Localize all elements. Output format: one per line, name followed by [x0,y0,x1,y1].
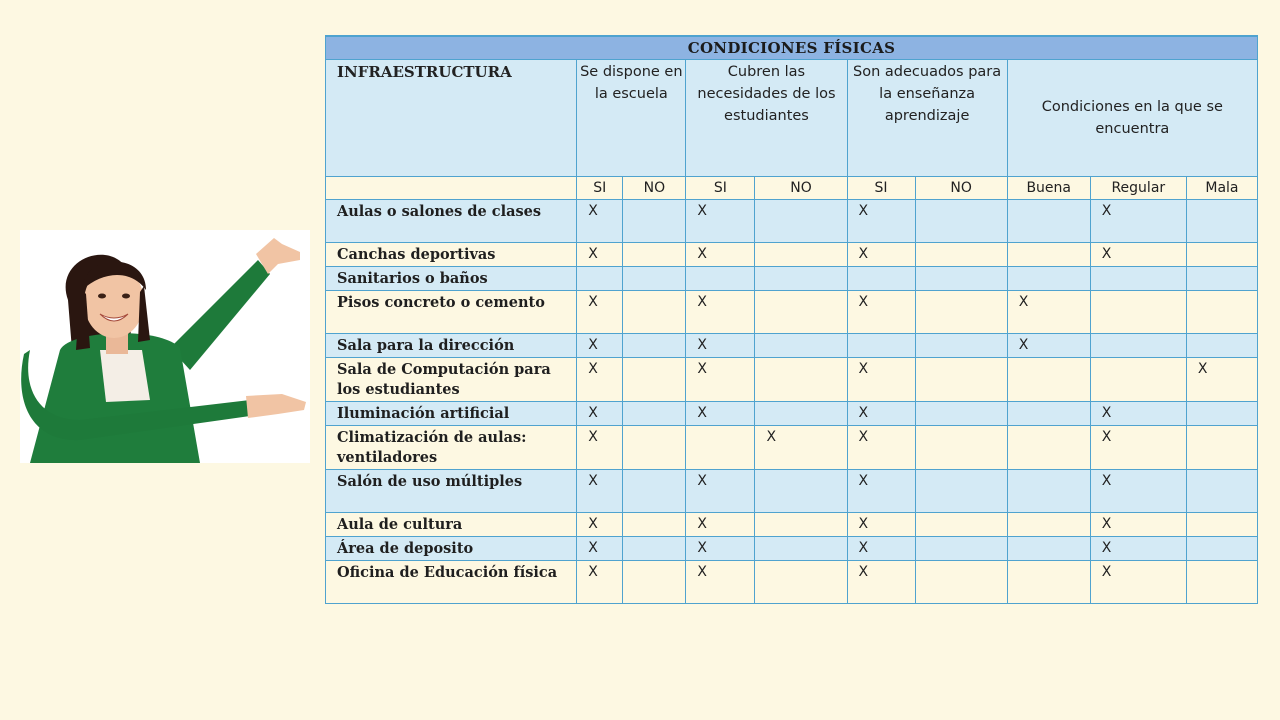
mark-cell [1186,291,1257,334]
row-label: Iluminación artificial [326,402,577,426]
mark-cell: X [577,243,623,267]
mark-cell [623,358,686,402]
mark-cell: X [1090,470,1186,513]
mark-cell [1186,200,1257,243]
mark-cell [623,243,686,267]
mark-cell [1007,267,1090,291]
subheader-cell: SI [847,177,915,200]
mark-cell: X [686,243,755,267]
row-label: Canchas deportivas [326,243,577,267]
group-header-available: Se dispone en la escuela [577,60,686,177]
mark-cell: X [1090,200,1186,243]
group-header-condition: Condiciones en la que se encuentra [1007,60,1257,177]
mark-cell: X [755,426,847,470]
mark-cell [623,470,686,513]
physical-conditions-table [325,35,1258,604]
mark-cell [915,426,1007,470]
mark-cell: X [1090,243,1186,267]
mark-cell [1090,291,1186,334]
row-label: Sanitarios o baños [326,267,577,291]
mark-cell [623,402,686,426]
row-label: Área de deposito [326,537,577,561]
table-row [326,402,1258,426]
table-row [326,291,1258,334]
mark-cell [577,267,623,291]
mark-cell [1007,561,1090,604]
row-label: Sala para la dirección [326,334,577,358]
row-label: Climatización de aulas: ventiladores [326,426,577,470]
mark-cell: X [1007,291,1090,334]
subheader-cell: NO [915,177,1007,200]
mark-cell [1007,200,1090,243]
mark-cell: X [1090,402,1186,426]
mark-cell: X [577,426,623,470]
subheader-row [326,177,1258,200]
table-row [326,561,1258,604]
mark-cell [1007,402,1090,426]
mark-cell [1186,537,1257,561]
table-row [326,470,1258,513]
table-row [326,426,1258,470]
subheader-cell: SI [686,177,755,200]
mark-cell [915,513,1007,537]
table-row [326,358,1258,402]
mark-cell: X [686,513,755,537]
subheader-blank [326,177,577,200]
subheader-cell: NO [623,177,686,200]
mark-cell [686,267,755,291]
mark-cell [1007,243,1090,267]
mark-cell: X [847,358,915,402]
mark-cell [915,334,1007,358]
mark-cell [1007,426,1090,470]
mark-cell [623,291,686,334]
table-row [326,334,1258,358]
mark-cell: X [847,513,915,537]
mark-cell [755,561,847,604]
mark-cell: X [847,291,915,334]
mark-cell: X [847,561,915,604]
mark-cell: X [1090,537,1186,561]
mark-cell: X [577,334,623,358]
subheader-cell: SI [577,177,623,200]
row-label: Pisos concreto o cemento [326,291,577,334]
mark-cell: X [847,243,915,267]
mark-cell [915,243,1007,267]
group-header-needs: Cubren las necesidades de los estudiantes [686,60,847,177]
infrastructure-header: INFRAESTRUCTURA [326,60,577,177]
mark-cell: X [847,402,915,426]
mark-cell: X [577,561,623,604]
mark-cell [1186,426,1257,470]
mark-cell: X [847,537,915,561]
mark-cell: X [577,513,623,537]
mark-cell: X [1007,334,1090,358]
mark-cell: X [686,358,755,402]
mark-cell [1007,537,1090,561]
mark-cell: X [1090,561,1186,604]
row-label: Aula de cultura [326,513,577,537]
mark-cell [755,537,847,561]
mark-cell [623,267,686,291]
mark-cell [1186,243,1257,267]
mark-cell: X [1186,358,1257,402]
mark-cell: X [686,200,755,243]
mark-cell: X [577,200,623,243]
table-row [326,200,1258,243]
mark-cell: X [847,470,915,513]
header-row [326,60,1258,177]
mark-cell [623,537,686,561]
mark-cell [915,402,1007,426]
mark-cell [755,243,847,267]
mark-cell [1007,358,1090,402]
mark-cell [915,537,1007,561]
mark-cell [1090,267,1186,291]
mark-cell: X [686,291,755,334]
mark-cell [1007,470,1090,513]
mark-cell [755,267,847,291]
mark-cell: X [847,426,915,470]
mark-cell: X [577,358,623,402]
mark-cell [915,267,1007,291]
mark-cell [1186,513,1257,537]
mark-cell [847,267,915,291]
subheader-cell: NO [755,177,847,200]
mark-cell [755,200,847,243]
mark-cell: X [686,537,755,561]
mark-cell [755,402,847,426]
woman-presenting-image [20,230,310,463]
presenter-illustration [20,230,310,463]
mark-cell: X [686,470,755,513]
table-row [326,243,1258,267]
mark-cell [915,561,1007,604]
mark-cell: X [577,402,623,426]
mark-cell: X [577,470,623,513]
mark-cell [623,513,686,537]
table-row [326,537,1258,561]
mark-cell [623,334,686,358]
table-row [326,267,1258,291]
mark-cell [623,200,686,243]
subheader-cell: Regular [1090,177,1186,200]
mark-cell: X [847,200,915,243]
mark-cell: X [686,402,755,426]
mark-cell [755,358,847,402]
row-label: Sala de Computación para los estudiantes [326,358,577,402]
mark-cell: X [577,291,623,334]
row-label: Oficina de Educación física [326,561,577,604]
mark-cell [915,200,1007,243]
mark-cell [1090,358,1186,402]
mark-cell [755,470,847,513]
mark-cell [1186,561,1257,604]
table-row [326,513,1258,537]
mark-cell [1090,334,1186,358]
mark-cell [1186,402,1257,426]
mark-cell [755,291,847,334]
mark-cell [1186,470,1257,513]
group-header-adequate: Son adecuados para la enseñanza aprendizaje [847,60,1007,177]
mark-cell [623,426,686,470]
mark-cell [1186,334,1257,358]
row-label: Salón de uso múltiples [326,470,577,513]
mark-cell [847,334,915,358]
mark-cell: X [1090,426,1186,470]
mark-cell [1186,267,1257,291]
mark-cell [915,470,1007,513]
mark-cell [755,334,847,358]
table-title: CONDICIONES FÍSICAS [326,36,1258,60]
mark-cell [1007,513,1090,537]
mark-cell [915,358,1007,402]
mark-cell: X [686,561,755,604]
mark-cell: X [1090,513,1186,537]
mark-cell [915,291,1007,334]
mark-cell [623,561,686,604]
subheader-cell: Buena [1007,177,1090,200]
mark-cell: X [686,334,755,358]
mark-cell: X [577,537,623,561]
mark-cell [686,426,755,470]
subheader-cell: Mala [1186,177,1257,200]
mark-cell [755,513,847,537]
row-label: Aulas o salones de clases [326,200,577,243]
